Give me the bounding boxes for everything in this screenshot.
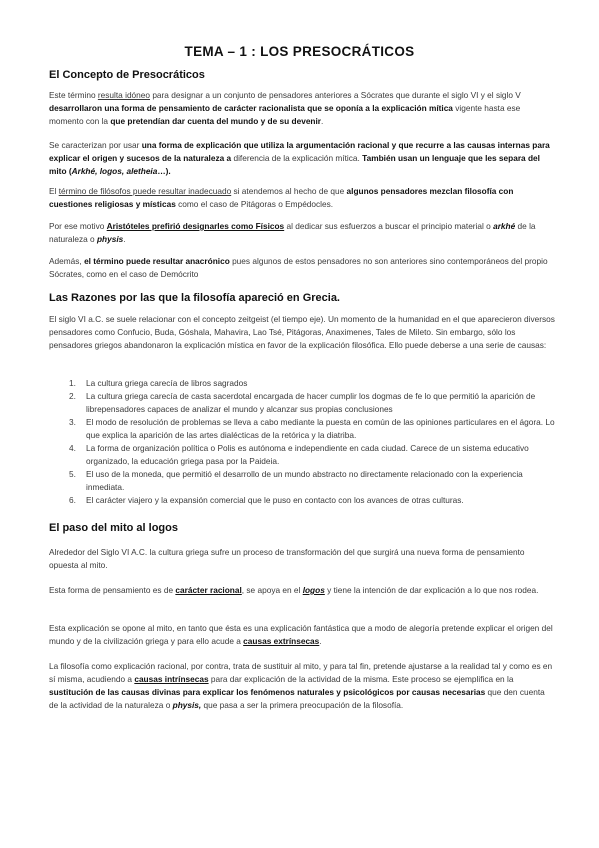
bold-underlined-text: causas intrínsecas: [134, 674, 209, 684]
paragraph-aristotle: [49, 220, 555, 246]
text-run: , se apoya en el: [241, 585, 303, 595]
paragraph-definition: [49, 89, 555, 128]
text-run: Además,: [49, 256, 85, 266]
list-item-number: 3.: [69, 417, 76, 427]
text-run: si atendemos al hecho de que: [231, 186, 347, 196]
text-run: que pasa a ser la primera preocupación de la filosofía.: [201, 700, 404, 710]
text-run: Esta forma de pensamiento es de: [49, 585, 176, 595]
text-run: de la naturaleza o: [49, 221, 536, 244]
bold-text: sustitución de las causas divinas para explicar los fenómenos naturales y psicológicos por causas necesarias: [49, 687, 486, 697]
bold-text: …).: [157, 166, 171, 176]
section-heading-razones: Las Razones por las que la filosofía apareció en Grecia.: [49, 292, 340, 304]
list-item-text: La cultura griega carecía de casta sacerdotal encargada de hacer cumplir los dogmas de fe lo que permitió la aparición de librepensadores capaces de analizar el mundo y alcanzar sus propias conclusiones: [86, 391, 536, 414]
text-run: para designar a un conjunto de pensadores anteriores a Sócrates que durante el siglo VI y el siglo V: [150, 90, 521, 100]
bold-text: algunos pensadores mezclan filosofía con cuestiones religiosas y místicas: [49, 186, 514, 209]
list-item: [49, 442, 555, 468]
bold-text: una forma de explicación que utiliza la argumentación racional y que recurre a las causas internas para explicar el origen y sucesos de la naturaleza a: [49, 140, 550, 163]
paragraph-anachronistic: [49, 255, 555, 281]
list-item: [49, 377, 555, 390]
text-run: .: [319, 636, 322, 646]
text-run: Este término: [49, 90, 98, 100]
text-run: para dar explicación de la actividad de la misma. Este proceso se ejemplifica en la: [208, 674, 514, 684]
list-item-text: El carácter viajero y la expansión comercial que le puso en contacto con los avances de otras culturas.: [86, 495, 464, 505]
underlined-text: término de filósofos puede resultar inadecuado: [58, 186, 232, 196]
list-item-number: 4.: [69, 443, 76, 453]
bold-text: desarrollaron una forma de pensamiento de carácter racionalista que se oponía a la explicación mítica: [49, 103, 453, 113]
text-run: que den cuenta de la actividad de la naturaleza o: [49, 687, 545, 710]
text-run: Esta explicación se opone al mito, en tanto que ésta es una explicación fantástica que a modo de alegoría pretende explicar el origen del mundo y de la civilización griega y para ello acude a: [49, 623, 553, 646]
bold-text: el término puede resultar anacrónico: [84, 256, 230, 266]
section-heading-concepto: El Concepto de Presocráticos: [49, 69, 205, 81]
list-item-text: La forma de organización política o Polis es autónoma e independiente en cada ciudad. Carece de un sistema educativo organizado, la educación griega pasa por la Paideia.: [86, 443, 529, 466]
bold-text: que pretendían dar cuenta del mundo y de su devenir: [110, 116, 322, 126]
text-run: y tiene la intención de dar explicación a lo que nos rodea.: [324, 585, 539, 595]
bold-underlined-text: Aristóteles prefirió designarles como Físicos: [106, 221, 285, 231]
text-run: pues algunos de estos pensadores no son anteriores sino contemporáneos del propio Sócrates, como en el caso de Demócrito: [49, 256, 548, 279]
list-item: [49, 416, 555, 442]
bold-underlined-text: causas extrínsecas: [243, 636, 320, 646]
list-item: [49, 468, 555, 494]
underlined-text: resulta idóneo: [97, 90, 151, 100]
text-run: .: [123, 234, 126, 244]
list-item-text: El uso de la moneda, que permitió el desarrollo de un mundo abstracto no directamente relacionado con la experiencia inmediata.: [86, 469, 523, 492]
text-run: Se caracterizan por usar: [49, 140, 142, 150]
list-item: [49, 390, 555, 416]
page-title: TEMA – 1 : LOS PRESOCRÁTICOS: [184, 44, 415, 59]
paragraph-characteristics: [49, 139, 555, 178]
text-run: al dedicar sus esfuerzos a buscar el principio material o: [284, 221, 494, 231]
text-run: El: [49, 186, 59, 196]
text-run: .: [321, 116, 324, 126]
text-run: como el caso de Pitágoras o Empédocles.: [175, 199, 334, 209]
paragraph-transformation: Alrededor del Siglo VI A.C. la cultura griega sufre un proceso de transformación del que surgirá una nueva forma de pensamiento opuesta al mito.: [49, 547, 525, 570]
paragraph-philosophers-term: [49, 185, 555, 211]
bold-underlined-text: carácter racional: [175, 585, 242, 595]
list-item-number: 5.: [69, 469, 76, 479]
paragraph-myth-explanation: [49, 622, 555, 648]
list-item-text: El modo de resolución de problemas se lleva a cabo mediante la puesta en común de las opiniones particulares en el ágora. Lo que explica la aparición de las artes dialécticas de la retórica y la diatriba.: [86, 417, 555, 440]
section-heading-mito-logos: El paso del mito al logos: [49, 522, 178, 534]
bold-text: También usan un lenguaje que les separa del mito (: [49, 153, 540, 176]
bold-italic-text: physis,: [172, 700, 202, 710]
text-run: La filosofía como explicación racional, por contra, trata de sustituir al mito, y para tal fin, pretende ajustarse a la realidad tal y como es en sí misma, acudiendo a: [49, 661, 553, 684]
list-item-text: La cultura griega carecía de libros sagrados: [86, 378, 248, 388]
paragraph-rational-thought: [49, 584, 555, 597]
list-item: [49, 494, 555, 507]
text-run: vigente hasta ese momento con la: [49, 103, 521, 126]
causes-list: [49, 377, 555, 507]
bold-italic-text: physis: [96, 234, 124, 244]
bold-italic-underlined-text: logos: [302, 585, 325, 595]
paragraph-zeitgeist: El siglo VI a.C. se suele relacionar con el concepto zeitgeist (el tiempo eje). Un momento de la humanidad en el que aparecieron diversos pensadores como Confucio, Buda, Góshala, Mahavira, Lao Tsé, Pitágoras, Anaximenes, Tales de Mileto. Sin embargo, sólo los pensadores griegos abandonaron la explicación mística en favor de la explicación filosófica. Ello puede deberse a una serie de causas:: [49, 314, 555, 350]
list-item-number: 1.: [69, 378, 76, 388]
bold-italic-text: arkhé: [493, 221, 516, 231]
text-run: diferencia de la explicación mítica.: [231, 153, 363, 163]
list-item-number: 2.: [69, 391, 76, 401]
bold-italic-text: Arkhé, logos, aletheia: [71, 166, 158, 176]
text-run: Por ese motivo: [49, 221, 107, 231]
paragraph-philosophy-rational: [49, 660, 555, 712]
list-item-number: 6.: [69, 495, 76, 505]
